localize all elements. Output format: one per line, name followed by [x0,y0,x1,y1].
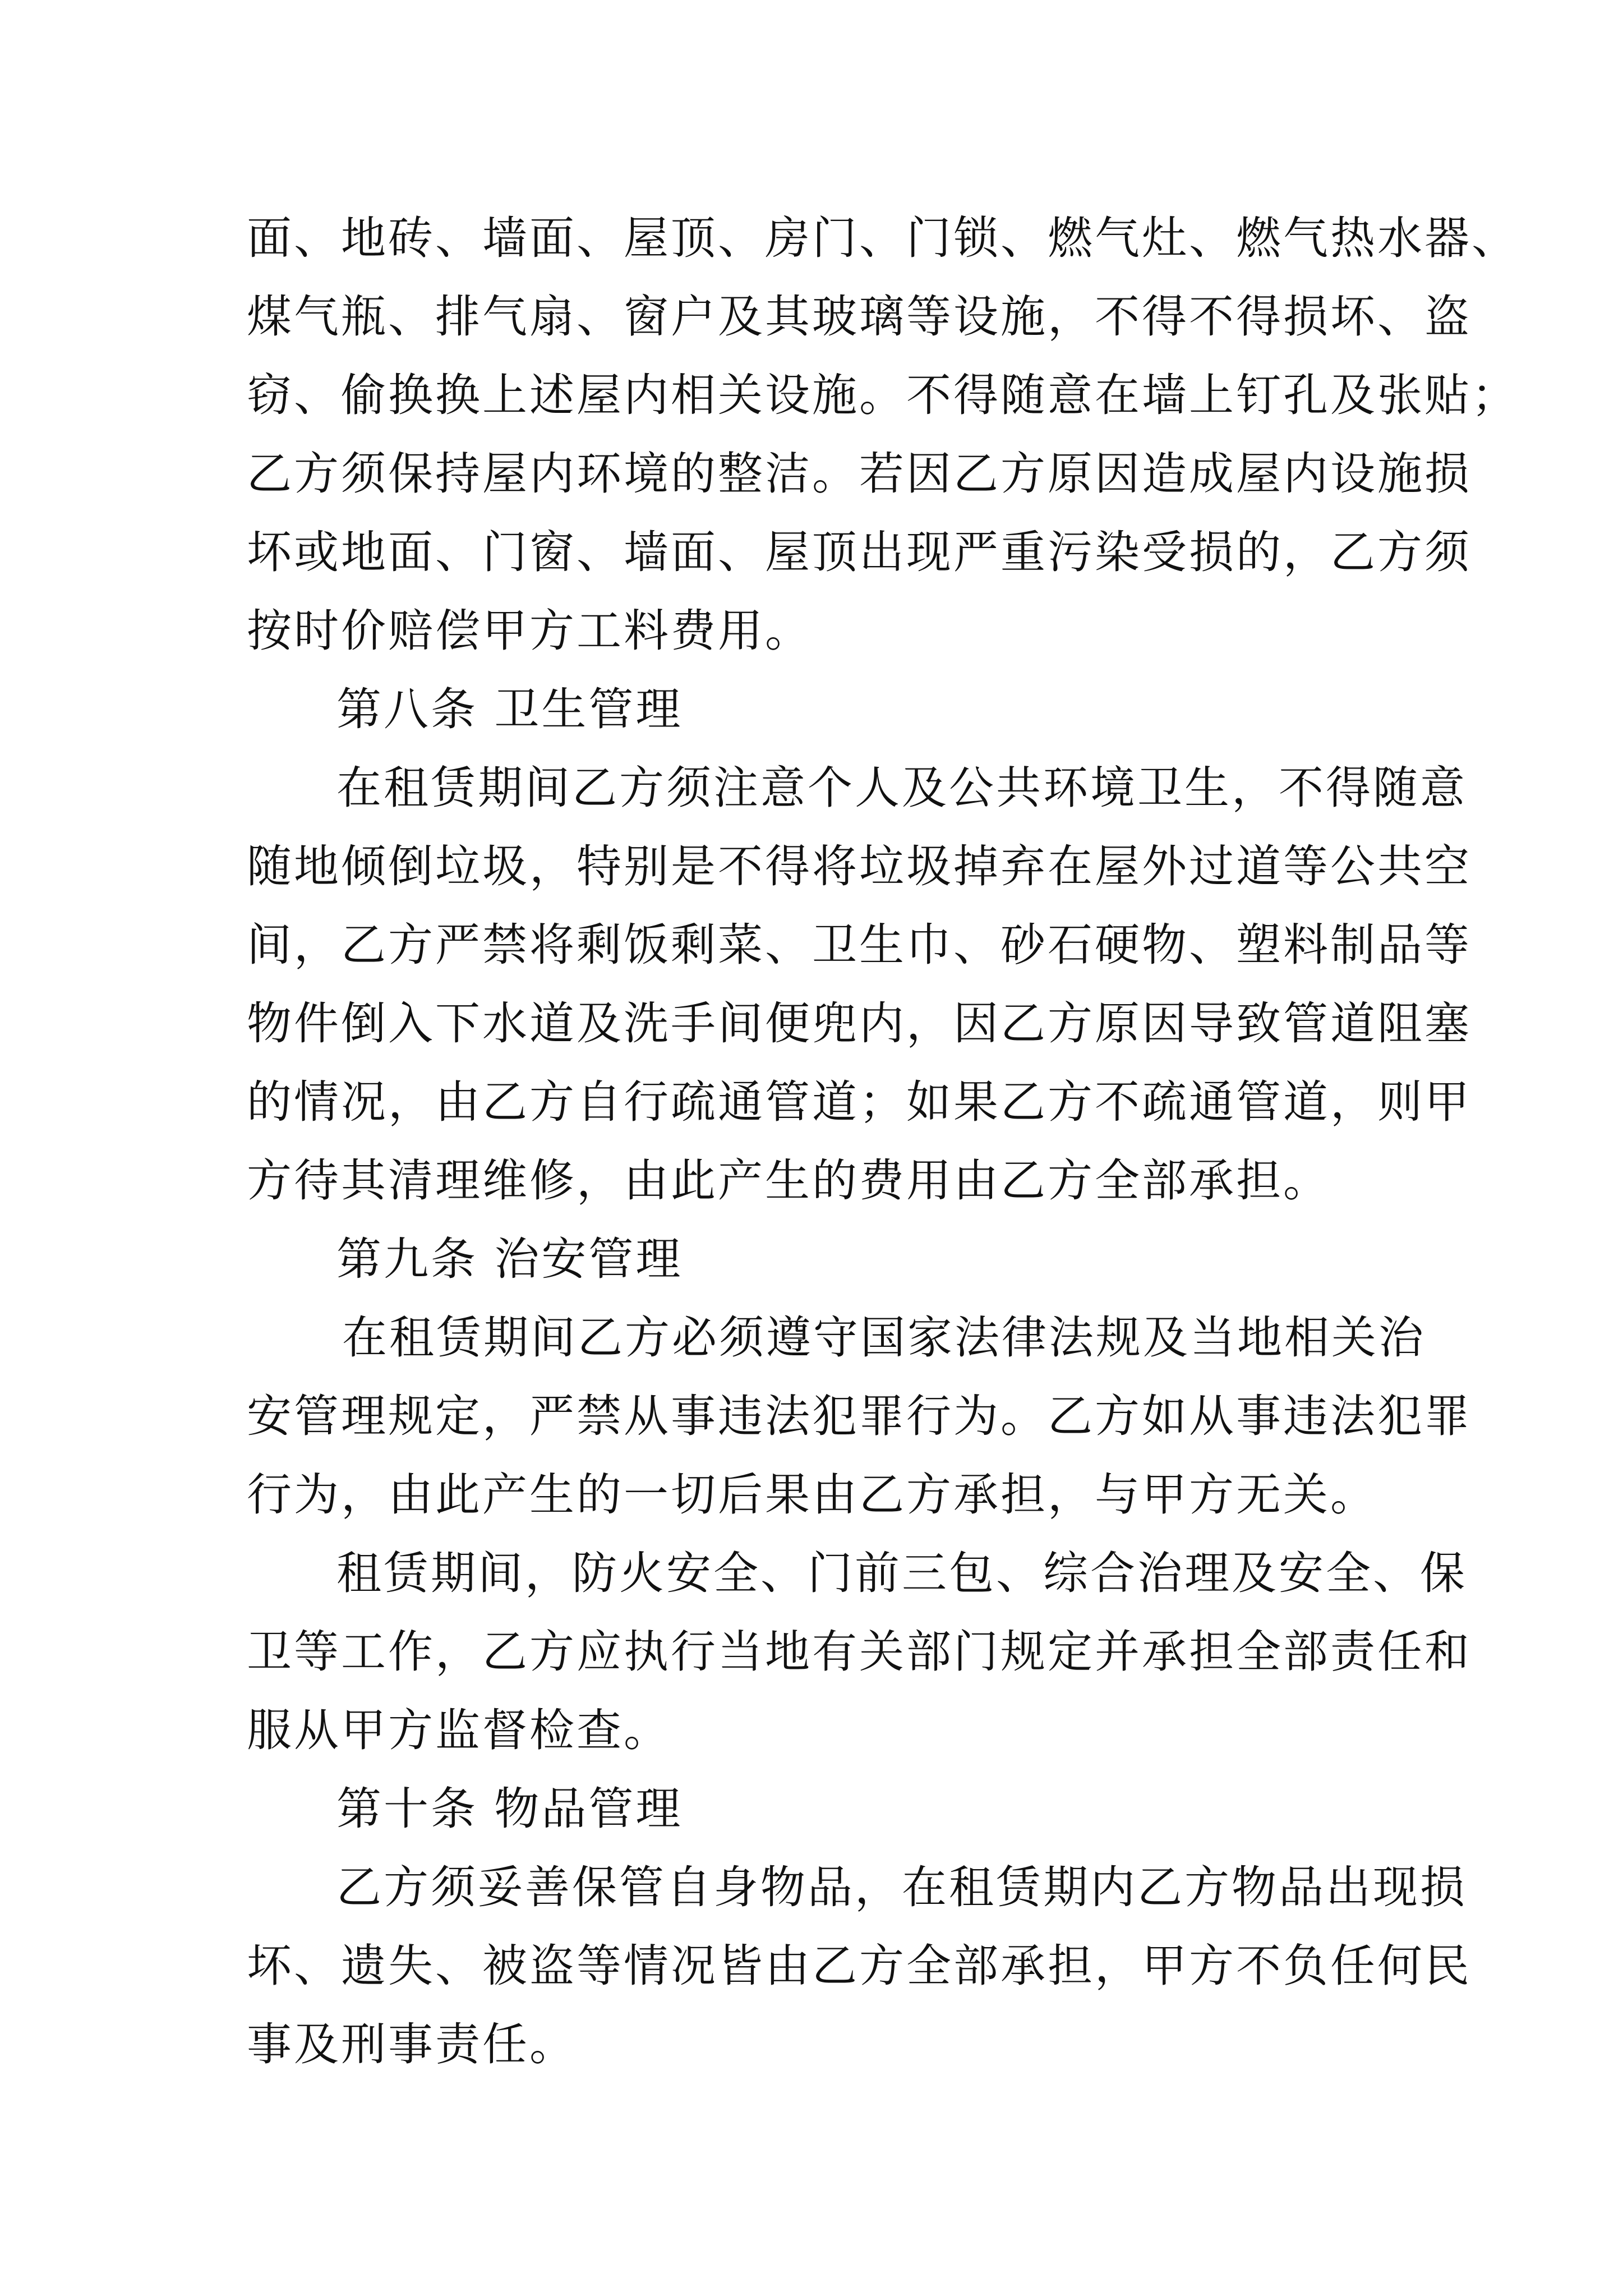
paragraph-line: 租赁期间，防火安全、门前三包、综合治理及安全、保 [336,1547,1467,1599]
paragraph-line: 物件倒入下水道及洗手间便兜内，因乙方原因导致管道阻塞 [247,997,1472,1050]
paragraph-line: 的情况，由乙方自行疏通管道；如果乙方不疏通管道，则甲 [247,1076,1472,1128]
paragraph-line: 坏、遗失、被盗等情况皆由乙方全部承担，甲方不负任何民 [247,1940,1472,1992]
paragraph-line: 在租赁期间乙方必须遵守国家法律法规及当地相关治 [342,1312,1426,1364]
paragraph-line: 行为，由此产生的一切后果由乙方承担，与甲方无关。 [247,1469,1377,1521]
document-body [247,199,1519,2084]
paragraph-line: 服从甲方监督检查。 [247,1704,671,1756]
paragraph-line: 安管理规定，严禁从事违法犯罪行为。乙方如从事违法犯罪 [247,1390,1472,1442]
paragraph-line: 乙方须保持屋内环境的整洁。若因乙方原因造成屋内设施损 [247,448,1472,500]
paragraph-line: 事及刑事责任。 [247,2018,577,2070]
paragraph-line: 间，乙方严禁将剩饭剩菜、卫生巾、砂石硬物、塑料制品等 [247,919,1472,971]
paragraph-line: 卫等工作，乙方应执行当地有关部门规定并承担全部责任和 [247,1626,1472,1678]
paragraph-line: 方待其清理维修，由此产生的费用由乙方全部承担。 [247,1154,1330,1207]
paragraph-line: 在租赁期间乙方须注意个人及公共环境卫生，不得随意 [336,762,1467,814]
paragraph-line: 按时价赔偿甲方工料费用。 [247,605,812,657]
paragraph-line: 乙方须妥善保管自身物品，在租赁期内乙方物品出现损 [336,1861,1467,1913]
paragraph-line: 窃、偷换换上述屋内相关设施。不得随意在墙上钉孔及张贴； [247,369,1519,421]
paragraph-line: 面、地砖、墙面、屋顶、房门、门锁、燃气灶、燃气热水器、 [247,212,1519,264]
section-heading-article-8: 第八条 卫生管理 [336,683,683,735]
paragraph-line: 坏或地面、门窗、墙面、屋顶出现严重污染受损的，乙方须 [247,526,1472,578]
section-heading-article-9: 第九条 治安管理 [336,1233,683,1285]
section-heading-article-10: 第十条 物品管理 [336,1783,683,1835]
paragraph-line: 煤气瓶、排气扇、窗户及其玻璃等设施，不得不得损坏、盗 [247,291,1472,343]
paragraph-line: 随地倾倒垃圾，特别是不得将垃圾掉弃在屋外过道等公共空 [247,840,1472,892]
